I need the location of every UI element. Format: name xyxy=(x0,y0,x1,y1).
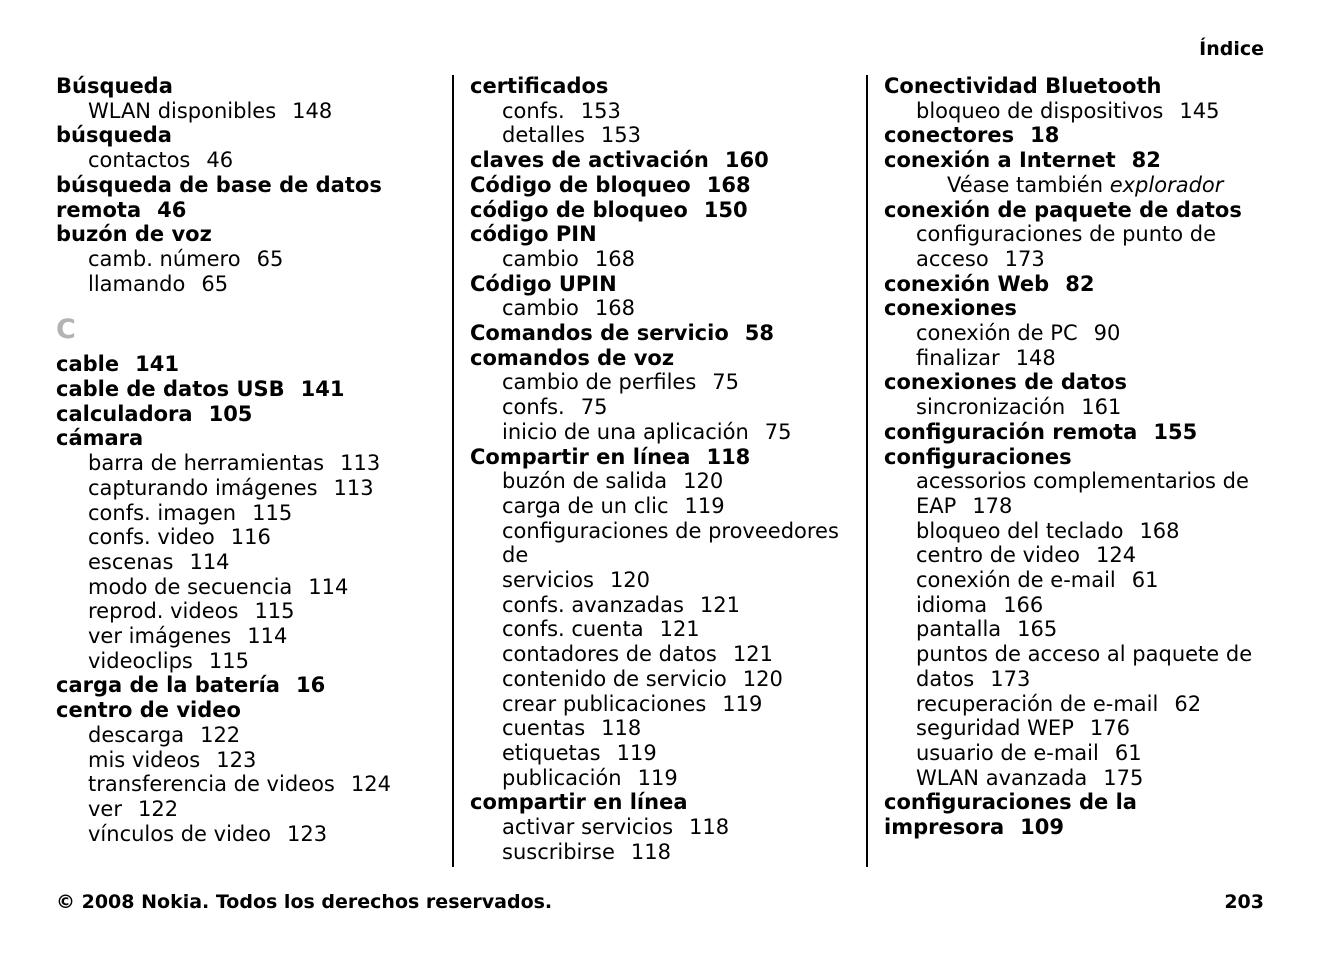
entry-page-number: 120 xyxy=(609,568,651,593)
entry-term: confs. video xyxy=(88,525,215,550)
index-subentry xyxy=(56,575,428,600)
entry-term: confs. imagen xyxy=(88,500,237,525)
index-subentry xyxy=(470,815,842,840)
entry-page-number: 168 xyxy=(594,296,635,321)
index-entry xyxy=(470,222,842,247)
entry-page-number: 58 xyxy=(744,321,774,346)
index-subentry xyxy=(884,346,1264,371)
entry-term: código de bloqueo xyxy=(470,197,688,222)
index-subentry xyxy=(884,543,1264,568)
index-entry xyxy=(470,790,842,815)
index-subentry xyxy=(884,99,1264,124)
entry-page-number: 115 xyxy=(208,648,249,673)
entry-term: inicio de una aplicación xyxy=(502,419,749,444)
index-entry xyxy=(884,370,1264,395)
entry-term: ver xyxy=(88,796,122,821)
index-subentry xyxy=(56,599,428,624)
entry-page-number: 173 xyxy=(1004,246,1045,271)
entry-term: conexión a Internet xyxy=(884,148,1116,173)
entry-term: confs. xyxy=(502,395,565,420)
page-number: 203 xyxy=(1224,891,1264,913)
index-entry xyxy=(884,123,1264,148)
entry-term: búsqueda xyxy=(56,123,172,148)
entry-term: conexiones xyxy=(884,296,1017,321)
index-entry xyxy=(884,296,1264,321)
entry-page-number: 113 xyxy=(340,451,381,476)
entry-page-number: 119 xyxy=(684,493,725,518)
index-subentry xyxy=(56,649,428,674)
entry-page-number: 153 xyxy=(580,98,621,123)
entry-page-number: 123 xyxy=(287,821,328,846)
index-subentry xyxy=(56,822,428,847)
entry-page-number: 109 xyxy=(1020,815,1065,840)
index-entry xyxy=(470,272,842,297)
entry-page-number: 124 xyxy=(350,772,391,797)
index-subentry xyxy=(56,272,428,297)
entry-term: configuraciones xyxy=(884,444,1072,469)
entry-term: carga de un clic xyxy=(502,493,669,518)
entry-term: cuentas xyxy=(502,716,586,741)
index-entry xyxy=(56,173,428,198)
entry-term: cámara xyxy=(56,426,144,451)
entry-page-number: 168 xyxy=(706,172,751,197)
index-entry xyxy=(884,790,1264,815)
entry-page-number: 148 xyxy=(292,98,333,123)
index-entry xyxy=(56,198,428,223)
entry-page-number: 118 xyxy=(601,716,642,741)
entry-page-number: 165 xyxy=(1017,617,1058,642)
index-subentry xyxy=(470,766,842,791)
index-entry xyxy=(56,222,428,247)
entry-term: idioma xyxy=(916,592,988,617)
index-subentry xyxy=(884,642,1264,667)
entry-page-number: 155 xyxy=(1153,419,1198,444)
entry-term: código PIN xyxy=(470,222,597,247)
index-subentry xyxy=(56,772,428,797)
index-entry xyxy=(884,74,1264,99)
entry-page-number: 61 xyxy=(1114,740,1142,765)
entry-term: cable de datos USB xyxy=(56,377,285,402)
index-entry xyxy=(56,673,428,698)
index-subentry xyxy=(470,519,842,568)
entry-term: cambio de perfiles xyxy=(502,370,697,395)
index-subentry xyxy=(470,593,842,618)
index-column-2 xyxy=(470,74,842,865)
entry-term: publicación xyxy=(502,765,622,790)
index-subentry xyxy=(884,766,1264,791)
entry-term: descarga xyxy=(88,722,185,747)
index-subentry xyxy=(470,370,842,395)
entry-page-number: 178 xyxy=(972,493,1013,518)
entry-term: contadores de datos xyxy=(502,642,717,667)
index-subentry xyxy=(470,716,842,741)
index-entry xyxy=(56,74,428,99)
entry-page-number: 105 xyxy=(208,401,253,426)
index-entry xyxy=(470,74,842,99)
entry-term: centro de video xyxy=(916,543,1080,568)
entry-term: cambio xyxy=(502,246,579,271)
entry-term: configuración remota xyxy=(884,419,1138,444)
entry-term: puntos de acceso al paquete de xyxy=(916,642,1253,667)
index-subentry xyxy=(56,748,428,773)
index-column-1 xyxy=(56,74,428,846)
entry-page-number: 75 xyxy=(764,419,792,444)
entry-term: barra de herramientas xyxy=(88,451,325,476)
entry-page-number: 148 xyxy=(1015,345,1056,370)
entry-term: comandos de voz xyxy=(470,345,675,370)
entry-page-number: 115 xyxy=(254,599,295,624)
section-letter: C xyxy=(56,314,76,346)
entry-term: EAP xyxy=(916,493,957,518)
entry-term: finalizar xyxy=(916,345,1000,370)
entry-term: centro de video xyxy=(56,698,241,723)
entry-term: certificados xyxy=(470,74,609,98)
entry-term: vínculos de video xyxy=(88,821,272,846)
index-entry xyxy=(884,420,1264,445)
index-subentry xyxy=(470,247,842,272)
entry-term: conexión de paquete de datos xyxy=(884,197,1242,222)
entry-term: mis videos xyxy=(88,747,201,772)
entry-page-number: 118 xyxy=(689,815,730,840)
entry-term: datos xyxy=(916,666,975,691)
entry-term: conectores xyxy=(884,123,1015,148)
entry-term: usuario de e-mail xyxy=(916,740,1099,765)
entry-page-number: 61 xyxy=(1131,568,1159,593)
index-subentry xyxy=(470,642,842,667)
entry-page-number: 62 xyxy=(1174,691,1202,716)
index-subentry xyxy=(884,593,1264,618)
index-subentry xyxy=(56,99,428,124)
entry-page-number: 119 xyxy=(616,740,657,765)
entry-page-number: 118 xyxy=(706,444,751,469)
entry-term: escenas xyxy=(88,549,174,574)
entry-page-number: 122 xyxy=(137,796,179,821)
entry-page-number: 116 xyxy=(230,525,271,550)
entry-page-number: 114 xyxy=(189,549,230,574)
entry-term: WLAN avanzada xyxy=(916,765,1088,790)
index-subentry xyxy=(884,617,1264,642)
page-header-section: Índice xyxy=(1199,38,1264,60)
entry-term: contactos xyxy=(88,148,191,173)
column-divider xyxy=(866,75,868,867)
entry-term: configuraciones de proveedores de xyxy=(502,518,839,568)
index-entry xyxy=(470,148,842,173)
index-subentry xyxy=(56,476,428,501)
index-entry xyxy=(56,352,428,377)
entry-page-number: 124 xyxy=(1096,543,1137,568)
entry-term: Código UPIN xyxy=(470,271,617,296)
entry-term: Comandos de servicio xyxy=(470,321,729,346)
entry-page-number: 16 xyxy=(295,673,326,698)
entry-page-number: 65 xyxy=(256,246,284,271)
index-entry xyxy=(470,445,842,470)
index-entry xyxy=(470,346,842,371)
index-subentry xyxy=(884,741,1264,766)
entry-page-number: 145 xyxy=(1179,98,1220,123)
entry-page-number: 114 xyxy=(247,624,288,649)
entry-term: buzón de salida xyxy=(502,469,668,494)
entry-page-number: 176 xyxy=(1089,716,1130,741)
entry-term: Código de bloqueo xyxy=(470,172,691,197)
entry-term: Búsqueda xyxy=(56,74,173,98)
index-subentry xyxy=(470,469,842,494)
entry-term: Compartir en línea xyxy=(470,444,691,469)
entry-term: servicios xyxy=(502,568,594,593)
entry-term: confs. avanzadas xyxy=(502,592,684,617)
index-subentry xyxy=(470,692,842,717)
entry-page-number: 121 xyxy=(732,642,773,667)
index-subentry xyxy=(884,247,1264,272)
index-entry xyxy=(884,445,1264,470)
entry-page-number: 121 xyxy=(659,617,700,642)
entry-term: transferencia de videos xyxy=(88,772,335,797)
entry-term: capturando imágenes xyxy=(88,475,318,500)
index-subentry xyxy=(884,321,1264,346)
entry-page-number: 118 xyxy=(630,839,671,864)
entry-term: confs. cuenta xyxy=(502,617,644,642)
index-subentry xyxy=(470,667,842,692)
entry-term: conexiones de datos xyxy=(884,370,1127,395)
entry-term: bloqueo del teclado xyxy=(916,518,1124,543)
index-subentry xyxy=(884,222,1264,247)
entry-page-number: 46 xyxy=(206,148,234,173)
entry-term: buzón de voz xyxy=(56,222,212,247)
index-subentry xyxy=(470,420,842,445)
entry-term: compartir en línea xyxy=(470,790,688,815)
index-entry xyxy=(56,377,428,402)
entry-term: modo de secuencia xyxy=(88,574,293,599)
see-also-reference: explorador xyxy=(1109,172,1224,197)
entry-term: conexión de e-mail xyxy=(916,568,1116,593)
entry-page-number: 166 xyxy=(1003,592,1044,617)
entry-page-number: 82 xyxy=(1131,148,1161,173)
entry-page-number: 120 xyxy=(683,469,724,494)
entry-page-number: 168 xyxy=(594,246,635,271)
index-entry xyxy=(56,698,428,723)
entry-page-number: 160 xyxy=(724,148,769,173)
entry-page-number: 18 xyxy=(1030,123,1060,148)
entry-term: claves de activación xyxy=(470,148,709,173)
index-subentry xyxy=(56,550,428,575)
entry-term: videoclips xyxy=(88,648,193,673)
entry-page-number: 115 xyxy=(252,500,293,525)
entry-term: configuraciones de punto de xyxy=(916,222,1217,247)
entry-term: seguridad WEP xyxy=(916,716,1074,741)
entry-term: contenido de servicio xyxy=(502,666,727,691)
index-subentry xyxy=(470,99,842,124)
index-column-3 xyxy=(884,74,1264,840)
index-subentry xyxy=(884,716,1264,741)
entry-term: configuraciones de la xyxy=(884,790,1137,815)
entry-term: detalles xyxy=(502,123,585,148)
index-entry xyxy=(884,198,1264,223)
entry-term: conexión Web xyxy=(884,271,1050,296)
index-subentry xyxy=(470,494,842,519)
entry-term: cable xyxy=(56,352,120,377)
index-subentry xyxy=(56,247,428,272)
entry-term: calculadora xyxy=(56,401,193,426)
entry-term: camb. número xyxy=(88,246,241,271)
entry-page-number: 119 xyxy=(722,691,763,716)
index-subentry xyxy=(470,296,842,321)
index-entry xyxy=(56,123,428,148)
index-subentry xyxy=(884,568,1264,593)
entry-page-number: 122 xyxy=(200,722,241,747)
entry-page-number: 173 xyxy=(990,666,1031,691)
entry-page-number: 46 xyxy=(157,197,187,222)
entry-page-number: 119 xyxy=(637,765,678,790)
index-subentry xyxy=(56,451,428,476)
entry-term: pantalla xyxy=(916,617,1002,642)
entry-term: remota xyxy=(56,197,142,222)
index-entry xyxy=(884,272,1264,297)
index-subentry xyxy=(470,617,842,642)
index-entry xyxy=(470,198,842,223)
entry-term: impresora xyxy=(884,815,1005,840)
index-subentry xyxy=(470,568,842,593)
entry-page-number: 141 xyxy=(135,352,179,377)
entry-page-number: 120 xyxy=(742,666,783,691)
index-subentry xyxy=(56,525,428,550)
index-subentry xyxy=(884,667,1264,692)
entry-page-number: 123 xyxy=(216,747,257,772)
index-subentry xyxy=(56,501,428,526)
entry-term: recuperación de e-mail xyxy=(916,691,1159,716)
entry-term: bloqueo de dispositivos xyxy=(916,98,1164,123)
entry-page-number: 153 xyxy=(600,123,641,148)
entry-term: carga de la batería xyxy=(56,673,280,698)
entry-page-number: 114 xyxy=(308,574,349,599)
entry-page-number: 141 xyxy=(300,377,345,402)
entry-term: cambio xyxy=(502,296,579,321)
index-subentry xyxy=(470,123,842,148)
entry-term: Conectividad Bluetooth xyxy=(884,74,1162,98)
entry-page-number: 90 xyxy=(1093,321,1121,346)
index-subentry xyxy=(884,395,1264,420)
entry-term: ver imágenes xyxy=(88,624,232,649)
entry-page-number: 65 xyxy=(201,271,229,296)
footer-copyright: © 2008 Nokia. Todos los derechos reservados. xyxy=(56,891,553,913)
index-subentry xyxy=(470,741,842,766)
index-subentry xyxy=(884,494,1264,519)
index-subentry xyxy=(56,797,428,822)
entry-page-number: 113 xyxy=(333,475,374,500)
index-entry xyxy=(470,321,842,346)
index-entry xyxy=(884,815,1264,840)
index-subentry xyxy=(56,723,428,748)
entry-term: etiquetas xyxy=(502,740,601,765)
index-subentry xyxy=(470,840,842,865)
entry-page-number: 175 xyxy=(1103,765,1144,790)
entry-page-number: 168 xyxy=(1139,518,1180,543)
entry-page-number: 150 xyxy=(703,197,748,222)
entry-page-number: 75 xyxy=(712,370,740,395)
entry-term: crear publicaciones xyxy=(502,691,707,716)
index-subentry xyxy=(56,148,428,173)
index-entry xyxy=(56,402,428,427)
index-subentry xyxy=(884,469,1264,494)
index-subentry xyxy=(56,624,428,649)
entry-term: confs. xyxy=(502,98,565,123)
entry-term: WLAN disponibles xyxy=(88,98,277,123)
entry-term: sincronización xyxy=(916,395,1066,420)
entry-page-number: 75 xyxy=(580,395,608,420)
index-entry xyxy=(56,426,428,451)
index-entry xyxy=(470,173,842,198)
index-entry xyxy=(884,148,1264,173)
entry-term: búsqueda de base de datos xyxy=(56,172,382,197)
entry-term: reprod. videos xyxy=(88,599,239,624)
entry-page-number: 82 xyxy=(1065,271,1095,296)
entry-page-number: 121 xyxy=(699,592,740,617)
see-also xyxy=(884,173,1264,198)
index-subentry xyxy=(884,692,1264,717)
index-subentry xyxy=(470,395,842,420)
entry-term: suscribirse xyxy=(502,839,615,864)
entry-term: acceso xyxy=(916,246,989,271)
entry-page-number: 161 xyxy=(1081,395,1122,420)
entry-term: acessorios complementarios de xyxy=(916,469,1249,494)
entry-term: activar servicios xyxy=(502,815,674,840)
entry-term: conexión de PC xyxy=(916,321,1078,346)
index-subentry xyxy=(884,519,1264,544)
see-also-label: Véase también xyxy=(947,172,1104,197)
entry-term: llamando xyxy=(88,271,186,296)
column-divider xyxy=(452,75,454,867)
